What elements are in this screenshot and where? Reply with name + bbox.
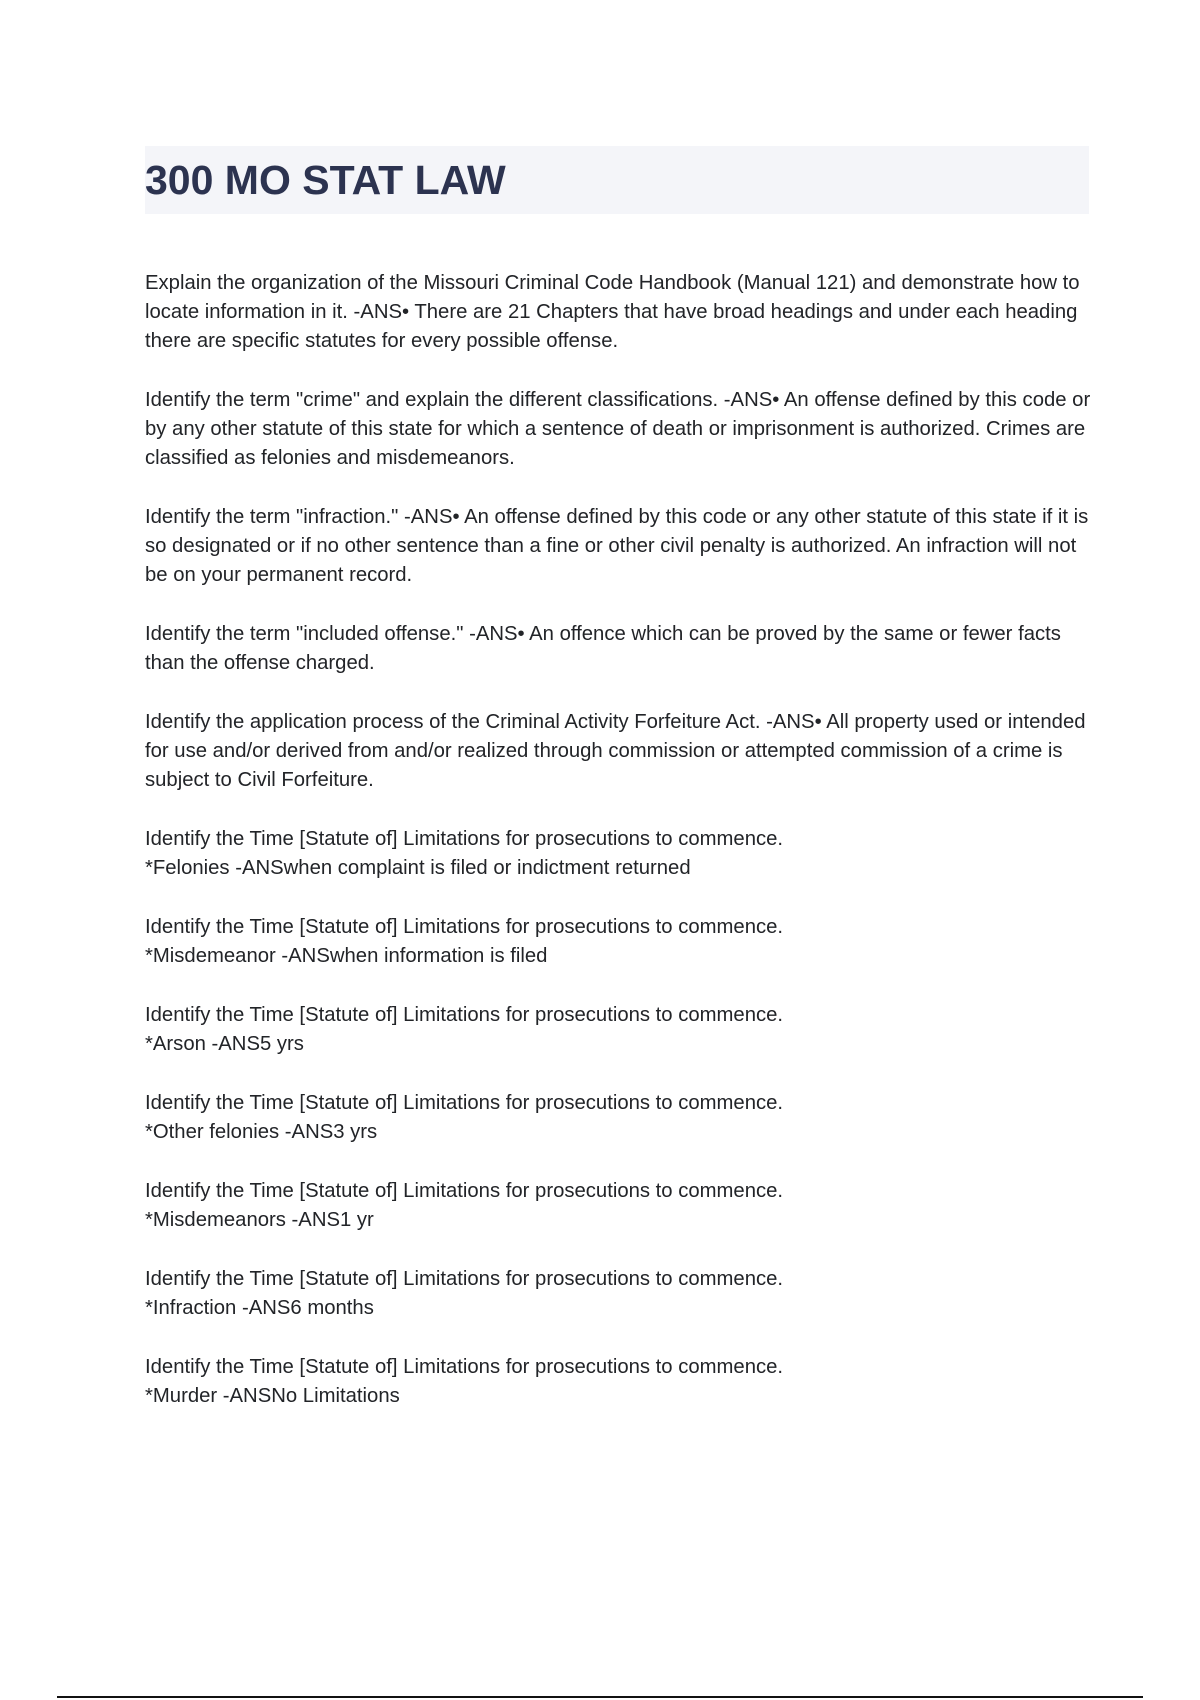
question-text: Identify the application process of the Criminal Activity Forfeiture Act. — [145, 711, 761, 733]
answer-text: An offense defined by this code or any other statute of this state if it is so designated or if no other sentence than a fine or other civil penalty is authorized. An infraction will not be on your permanent record. — [145, 506, 1089, 586]
question-text: Identify the Time [Statute of] Limitations for prosecutions to commence. — [145, 828, 784, 850]
qa-item — [145, 1353, 1095, 1411]
answer-marker: -ANS• — [760, 711, 827, 733]
subject-text: *Felonies — [145, 857, 230, 879]
qa-item — [145, 269, 1095, 356]
question-text: Identify the Time [Statute of] Limitations for prosecutions to commence. — [145, 1268, 784, 1290]
answer-text: There are 21 Chapters that have broad headings and under each heading there are specific statutes for every possible offense. — [145, 301, 1078, 352]
question-text: Identify the Time [Statute of] Limitations for prosecutions to commence. — [145, 916, 784, 938]
question-text: Identify the term "crime" and explain the different classifications. — [145, 389, 719, 411]
subject-text: *Murder — [145, 1385, 218, 1407]
answer-marker: -ANS• — [718, 389, 784, 411]
qa-item — [145, 386, 1095, 473]
qa-list — [145, 269, 1095, 1441]
question-text: Identify the term "infraction." — [145, 506, 399, 528]
answer-marker: -ANS• — [398, 506, 465, 528]
qa-item — [145, 708, 1095, 795]
subject-text: *Arson — [145, 1033, 206, 1055]
qa-item — [145, 913, 1095, 971]
page-title: 300 MO STAT LAW — [145, 157, 506, 203]
answer-text: 5 yrs — [259, 1033, 304, 1055]
question-text: Identify the Time [Statute of] Limitations for prosecutions to commence. — [145, 1004, 784, 1026]
qa-item — [145, 1177, 1095, 1235]
answer-marker: -ANS — [279, 1121, 334, 1143]
answer-text: when complaint is filed or indictment returned — [283, 857, 691, 879]
subject-text: *Other felonies — [145, 1121, 280, 1143]
qa-item — [145, 620, 1095, 678]
qa-item — [145, 1265, 1095, 1323]
answer-text: 1 yr — [340, 1209, 374, 1231]
answer-marker: -ANS — [205, 1033, 260, 1055]
footer-divider — [57, 1696, 1143, 1698]
answer-marker: -ANS — [229, 857, 284, 879]
qa-item — [145, 825, 1095, 883]
answer-marker: -ANS — [275, 945, 330, 967]
answer-text: 3 yrs — [333, 1121, 378, 1143]
answer-text: An offense defined by this code or by any other statute of this state for which a sentence of death or imprisonment is authorized. Crimes are classified as felonies and misdemeanors. — [145, 389, 1091, 469]
answer-marker: -ANS — [236, 1297, 291, 1319]
subject-text: *Misdemeanor — [145, 945, 276, 967]
subject-text: *Infraction — [145, 1297, 237, 1319]
answer-text: All property used or intended for use and/or derived from and/or realized through commission or attempted commission of a crime is subject to Civil Forfeiture. — [145, 711, 1086, 791]
qa-item — [145, 1089, 1095, 1147]
question-text: Identify the term "included offense." — [145, 623, 464, 645]
title-banner — [145, 146, 1089, 214]
question-text: Explain the organization of the Missouri Criminal Code Handbook (Manual 121) and demonstrate how to locate information in it. — [145, 272, 1080, 323]
question-text: Identify the Time [Statute of] Limitations for prosecutions to commence. — [145, 1180, 784, 1202]
answer-marker: -ANS — [285, 1209, 340, 1231]
subject-text: *Misdemeanors — [145, 1209, 286, 1231]
qa-item — [145, 1001, 1095, 1059]
question-text: Identify the Time [Statute of] Limitations for prosecutions to commence. — [145, 1092, 784, 1114]
qa-item — [145, 503, 1095, 590]
answer-text: An offence which can be proved by the same or fewer facts than the offense charged. — [145, 623, 1061, 674]
answer-text: when information is filed — [329, 945, 548, 967]
question-text: Identify the Time [Statute of] Limitations for prosecutions to commence. — [145, 1356, 784, 1378]
answer-text: 6 months — [290, 1297, 374, 1319]
answer-marker: -ANS — [217, 1385, 272, 1407]
answer-marker: -ANS• — [463, 623, 530, 645]
answer-text: No Limitations — [271, 1385, 400, 1407]
answer-marker: -ANS• — [347, 301, 415, 323]
